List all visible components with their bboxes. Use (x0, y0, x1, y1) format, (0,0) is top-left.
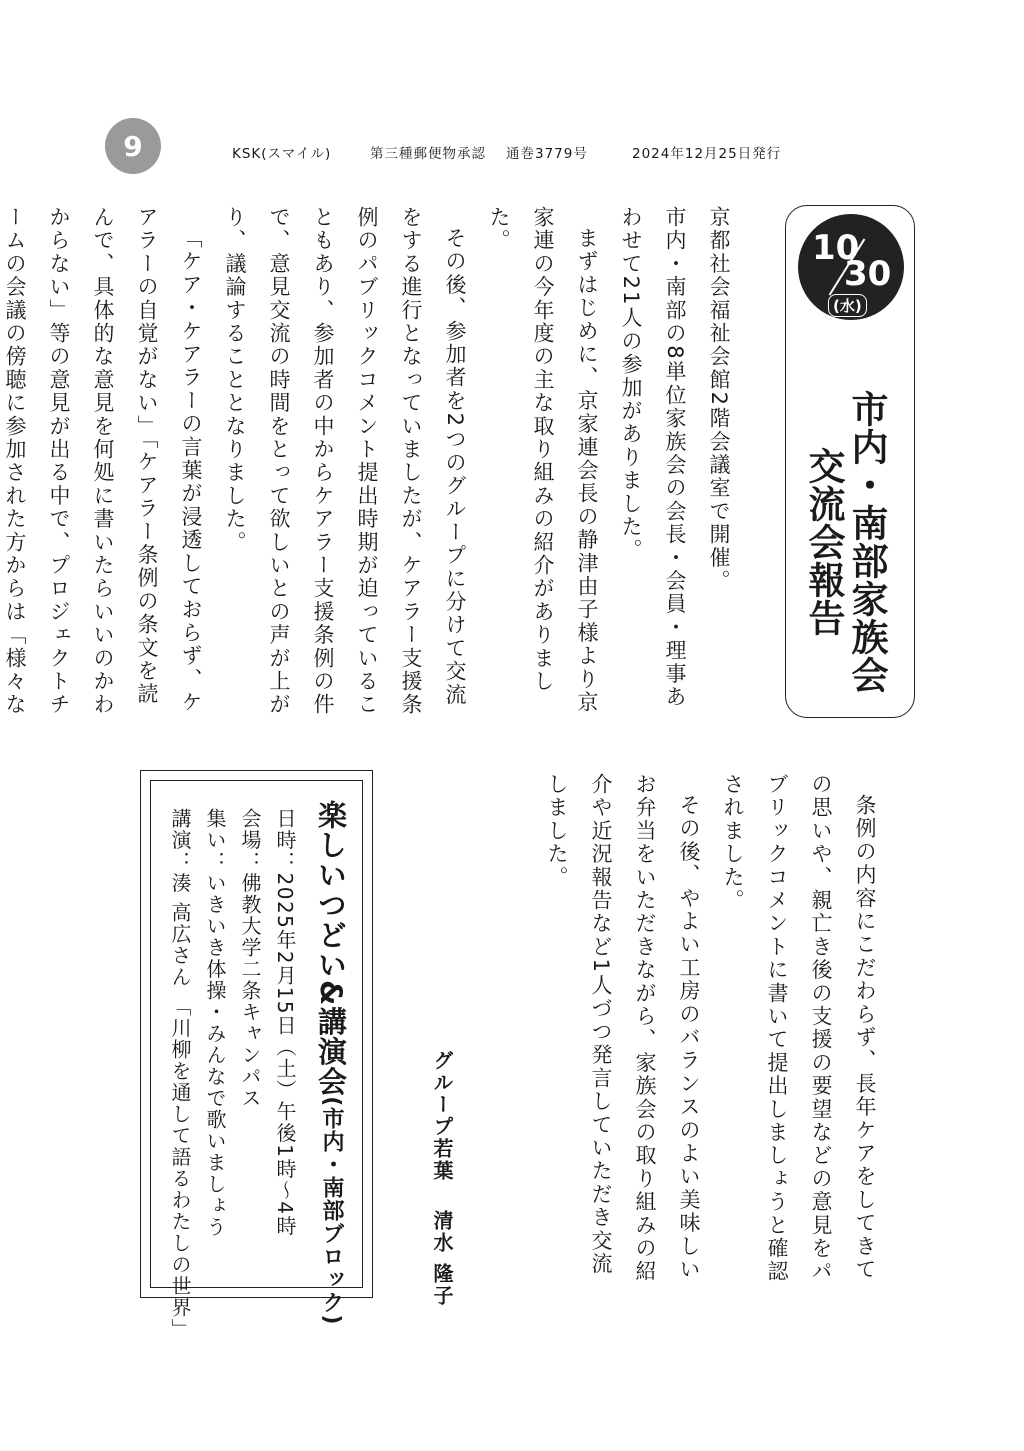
event-title (311, 800, 351, 1325)
event-venue: 会場：佛教大学二条キャンパス (238, 808, 262, 1109)
paragraph: その後、参加者を2つのグループに分けて交流をする進行となっていましたが、ケアラー支援条例のパブリックコメント提出時期が迫っていることもあり、参加者の中からケアラー支援条例の件で、意見交流の時間をとって欲しいとの声が上がり、議論することとなりました。 (223, 206, 467, 717)
paragraph: まずはじめに、京家連会長の静津由子様より京家連の今年度の主な取り組みの紹介がありました。 (487, 206, 599, 715)
paragraph: その後、やよい工房のバランスのよい美味しいお弁当をいただきながら、家族会の取り組みの紹介や近況報告など1人づつ発言していただき交流しました。 (545, 773, 701, 1284)
postal-approval: 第三種郵便物承認 (370, 146, 486, 162)
article-title-line2: 交流会報告 (802, 447, 845, 637)
page-number-badge: 9 (105, 118, 161, 174)
event-title-sub: (市内・南部ブロック) (319, 1096, 344, 1326)
issue-number: 通巻3779号 (506, 146, 588, 162)
paragraph: 京都社会福祉会館2階会議室で開催。 (707, 206, 731, 593)
paragraph: 条例の内容にこだわらず、長年ケアをしてきての思いや、親亡き後の支援の要望などの意見をパブリックコメントに書いて提出しましょうと確認されました。 (721, 773, 877, 1284)
article-title-line1: 市内・南部家族会 (845, 390, 888, 694)
paragraph: 「ケア・ケアラーの言葉が浸透しておらず、ケアラーの自覚がない」「ケアラー条例の条文を読んで、具体的な意見を何処に書いたらいいのかわからない」等の意見が出る中で、プロジェクトチームの会議の傍聴に参加された方からは「様々な (3, 206, 203, 717)
date-weekday: (水) (828, 294, 867, 317)
event-gathering: 集い：いきいき体操・みんなで歌いましょう (203, 808, 227, 1238)
paragraph: 市内・南部の8単位家族会の会長・会員・理事あわせて21人の参加がありました。 (619, 206, 687, 709)
article-body-upper (3, 206, 741, 726)
date-badge (798, 214, 904, 320)
author-credit (422, 1050, 462, 1307)
date-month: 10 (812, 228, 860, 268)
event-date: 日時：2025年2月15日（土）午後1時～4時 (273, 808, 297, 1238)
event-lecture: 講演：湊 高広さん 「川柳を通して語るわたしの世界」 (168, 808, 192, 1340)
author-group: グループ若葉 (430, 1050, 454, 1182)
page-header (232, 142, 852, 166)
event-title-main: 楽しいつどい&講演会 (314, 800, 348, 1097)
issue-date: 2024年12月25日発行 (632, 146, 782, 162)
publication-name: KSK(スマイル) (232, 146, 332, 162)
author-name: 清水 隆子 (430, 1210, 454, 1307)
date-day: 30 (844, 254, 892, 294)
article-body-lower (545, 773, 887, 1293)
